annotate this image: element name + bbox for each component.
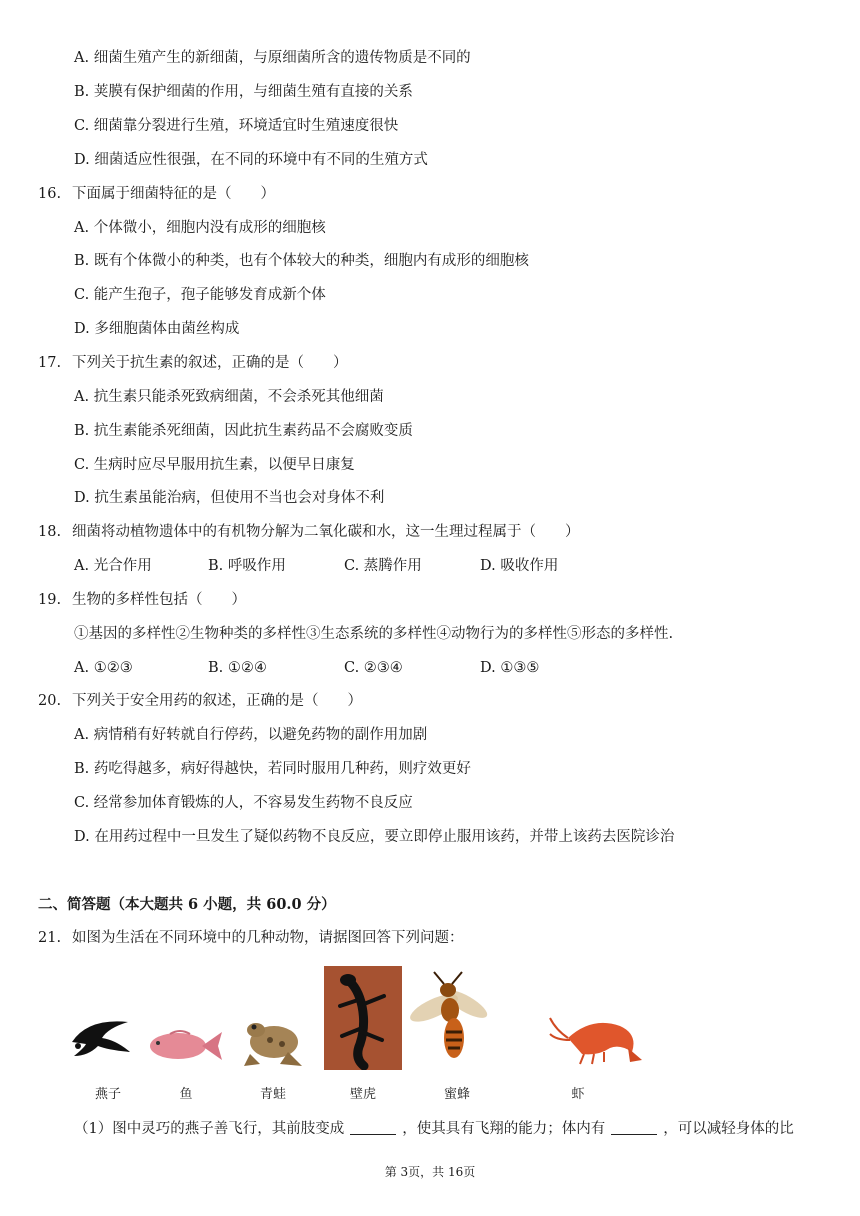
question-text: 下面属于细菌特征的是（ ） [72, 186, 275, 202]
page-footer: 第 3页，共 16页 [384, 1165, 476, 1179]
question-text: 生物的多样性包括（ ） [72, 592, 246, 608]
q16-option-b: B. 既有个体微小的种类，也有个体较大的种类，细胞内有成形的细胞核 [74, 253, 529, 269]
animal-label-gecko: 壁虎 [349, 1087, 376, 1102]
animal-label-fish: 鱼 [179, 1087, 193, 1102]
q16-stem [38, 184, 275, 204]
q15-option-a: A. 细菌生殖产生的新细菌，与原细菌所含的遗传物质是不同的 [74, 50, 471, 66]
q21-stem [38, 928, 464, 948]
q19-option-d: D. ①③⑤ [480, 660, 540, 676]
q21-sub1-part-c: ，可以减轻身体的比 [663, 1121, 794, 1137]
question-text: 下列关于安全用药的叙述，正确的是（ ） [72, 693, 362, 709]
q20-option-d: D. 在用药过程中一旦发生了疑似药物不良反应，要立即停止服用该药，并带上该药去医院诊治 [74, 829, 675, 845]
question-number: 21. [38, 930, 62, 946]
q18-option-a: A. 光合作用 [74, 558, 152, 574]
q17-option-d: D. 抗生素虽能治病，但使用不当也会对身体不利 [74, 490, 385, 506]
q18-stem [38, 522, 580, 542]
animal-label-frog: 青蛙 [259, 1087, 286, 1102]
q18-option-c: C. 蒸腾作用 [344, 558, 422, 574]
q20-option-b: B. 药吃得越多，病好得越快，若同时服用几种药，则疗效更好 [74, 761, 471, 777]
section-title: 二、简答题（本大题共 6 小题，共 60.0 分） [38, 896, 336, 913]
answer-blank[interactable] [350, 1120, 396, 1135]
q18-option-b: B. 呼吸作用 [208, 558, 286, 574]
q15-option-b: B. 荚膜有保护细菌的作用，与细菌生殖有直接的关系 [74, 84, 413, 100]
q15-option-d: D. 细菌适应性很强，在不同的环境中有不同的生殖方式 [74, 152, 428, 168]
wasp-image [404, 970, 494, 1066]
q19-detail: ①基因的多样性②生物种类的多样性③生态系统的多样性④动物行为的多样性⑤形态的多样性. [74, 626, 674, 642]
answer-blank[interactable] [611, 1120, 657, 1135]
q21-sub1 [74, 1119, 794, 1139]
swallow-image [68, 1012, 134, 1072]
q20-option-c: C. 经常参加体育锻炼的人，不容易发生药物不良反应 [74, 795, 413, 811]
q16-option-a: A. 个体微小，细胞内没有成形的细胞核 [74, 220, 326, 236]
animal-label-wasp: 蜜蜂 [443, 1087, 470, 1102]
q16-option-d: D. 多细胞菌体由菌丝构成 [74, 321, 240, 337]
q18-option-d: D. 吸收作用 [480, 558, 559, 574]
question-text: 细菌将动植物遗体中的有机物分解为二氧化碳和水，这一生理过程属于（ ） [72, 524, 580, 540]
animal-label-shrimp: 虾 [571, 1087, 585, 1102]
question-text: 下列关于抗生素的叙述，正确的是（ ） [72, 355, 348, 371]
q16-option-c: C. 能产生孢子，孢子能够发育成新个体 [74, 287, 326, 303]
q15-option-c: C. 细菌靠分裂进行生殖，环境适宜时生殖速度很快 [74, 118, 399, 134]
q19-option-c: C. ②③④ [344, 660, 403, 676]
shrimp-image [548, 1008, 644, 1066]
q19-option-a: A. ①②③ [74, 660, 133, 676]
q21-sub1-part-a: （1）图中灵巧的燕子善飞行，其前肢变成 [74, 1121, 345, 1137]
q17-stem [38, 353, 348, 373]
question-number: 19. [38, 592, 62, 608]
q19-option-b: B. ①②④ [208, 660, 267, 676]
question-number: 17. [38, 355, 62, 371]
gecko-image [324, 966, 402, 1070]
q17-option-b: B. 抗生素能杀死细菌，因此抗生素药品不会腐败变质 [74, 423, 413, 439]
q20-option-a: A. 病情稍有好转就自行停药，以避免药物的副作用加剧 [74, 727, 428, 743]
q17-option-a: A. 抗生素只能杀死致病细菌，不会杀死其他细菌 [74, 389, 384, 405]
question-number: 16. [38, 186, 62, 202]
question-number: 20. [38, 693, 62, 709]
q17-option-c: C. 生病时应尽早服用抗生素，以便早日康复 [74, 457, 355, 473]
q21-sub1-part-b: ，使其具有飞翔的能力；体内有 [402, 1121, 606, 1137]
q18-options [74, 556, 674, 576]
question-number: 18. [38, 524, 62, 540]
question-text: 如图为生活在不同环境中的几种动物，请据图回答下列问题： [72, 930, 464, 946]
q19-stem [38, 590, 246, 610]
animal-label-swallow: 燕子 [94, 1087, 121, 1102]
q19-options [74, 658, 674, 678]
q20-stem [38, 691, 362, 711]
fish-image [146, 1026, 224, 1066]
frog-image [240, 1010, 306, 1070]
